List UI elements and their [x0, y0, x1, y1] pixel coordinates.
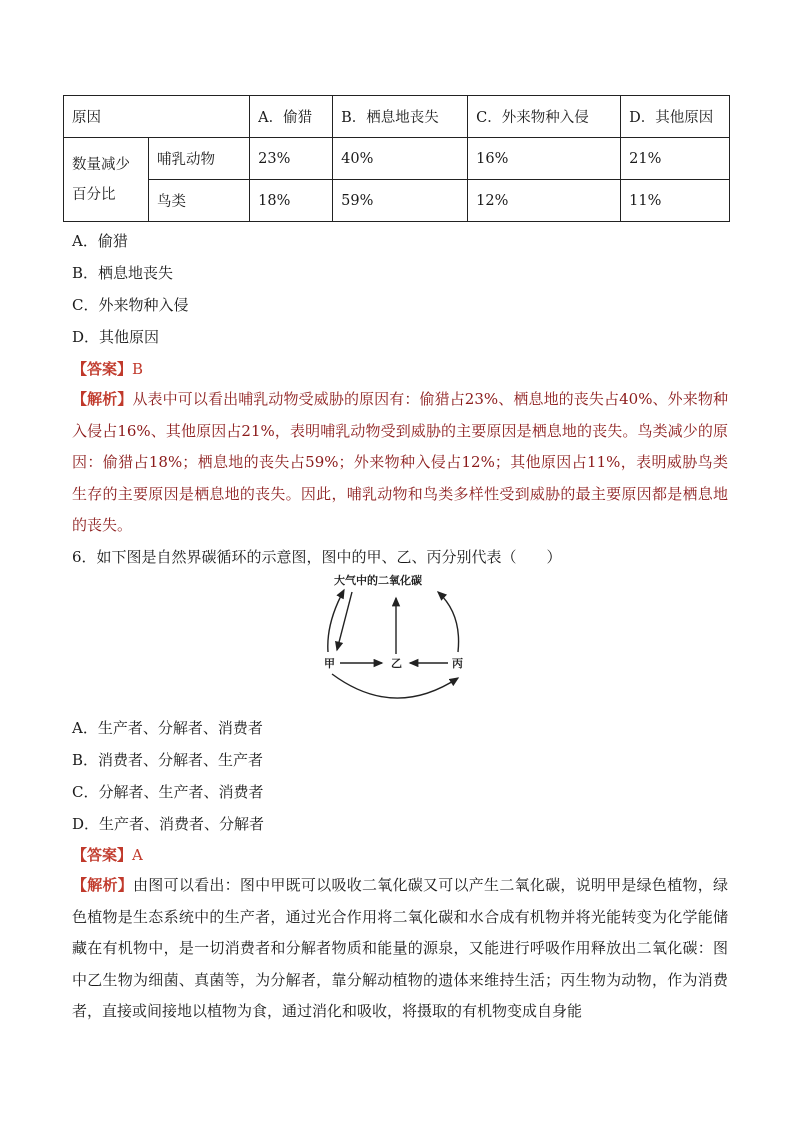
row-label: 哺乳动物 — [149, 138, 250, 180]
q6-explanation — [72, 870, 728, 1028]
table-cell: 59% — [333, 180, 468, 222]
q6-option-c: C．分解者、生产者、消费者 — [72, 783, 264, 801]
table-cell: 12% — [468, 180, 621, 222]
table-row — [64, 138, 730, 180]
table-row — [64, 180, 730, 222]
table-header-cell: D．其他原因 — [621, 96, 730, 138]
table-cell: 21% — [621, 138, 730, 180]
arrow-bing-to-atmosphere — [438, 592, 459, 652]
q6-answer — [72, 845, 143, 865]
q5-explanation — [72, 384, 728, 542]
q6-question: 6．如下图是自然界碳循环的示意图，图中的甲、乙、丙分别代表（ ） — [72, 548, 562, 566]
answer-value: A — [132, 846, 143, 864]
answer-tag: 【答案】 — [72, 846, 133, 864]
explanation-tag: 【解析】 — [72, 876, 134, 894]
q6-option-b: B．消费者、分解者、生产者 — [72, 751, 264, 769]
diagram-label-jia: 甲 — [324, 657, 335, 670]
q5-option-c: C．外来物种入侵 — [72, 296, 189, 314]
q5-answer — [72, 359, 143, 379]
row-group-label — [64, 138, 149, 222]
table-cell: 18% — [250, 180, 333, 222]
table-header-cell: C．外来物种入侵 — [468, 96, 621, 138]
table-header-cell: A．偷猎 — [250, 96, 333, 138]
explanation-text: 由图可以看出：图中甲既可以吸收二氧化碳又可以产生二氧化碳，说明甲是绿色植物，绿色植物是生态系统中的生产者，通过光合作用将二氧化碳和水合成有机物并将光能转变为化学能储藏在有机物中，是一切消费者和分解者物质和能量的源泉，又能进行呼吸作用释放出二氧化碳：图中乙生物为细菌、真菌等，为分解者，靠分解动植物的遗体来维持生活；丙生物为动物，作为消费者，直接或间接地以植物为食，通过消化和吸收，将摄取的有机物变成自身能 — [72, 876, 728, 1020]
arrow-jia-to-bing — [332, 674, 458, 698]
answer-tag: 【答案】 — [72, 360, 133, 378]
diagram-label-yi: 乙 — [391, 657, 402, 670]
explanation-text: 从表中可以看出哺乳动物受威胁的原因有：偷猎占23%、栖息地的丧失占40%、外来物种入侵占16%、其他原因占21%，表明哺乳动物受到威胁的主要原因是栖息地的丧失。鸟类减少的原因：偷猎占18%；栖息地的丧失占59%；外来物种入侵占12%；其他原因占11%，表明威胁鸟类生存的主要原因是栖息地的丧失。因此，哺乳动物和鸟类多样性受到威胁的最主要原因都是栖息地的丧失。 — [72, 390, 728, 534]
q5-option-d: D．其他原因 — [72, 328, 160, 346]
threat-table — [63, 95, 730, 222]
q6-option-a: A．生产者、分解者、消费者 — [72, 719, 263, 737]
row-group-line: 数量减少 — [72, 156, 130, 173]
row-label: 鸟类 — [149, 180, 250, 222]
q5-option-b: B．栖息地丧失 — [72, 264, 174, 282]
diagram-label-bing: 丙 — [452, 657, 463, 670]
table-header-row — [64, 96, 730, 138]
q5-option-a: A．偷猎 — [72, 232, 128, 250]
answer-value: B — [132, 360, 144, 378]
arrow-jia-to-atmosphere — [328, 590, 344, 652]
q6-option-d: D．生产者、消费者、分解者 — [72, 815, 265, 833]
diagram-label-atmosphere: 大气中的二氧化碳 — [334, 574, 422, 587]
table-cell: 16% — [468, 138, 621, 180]
table-cell: 11% — [621, 180, 730, 222]
row-group-line: 百分比 — [72, 186, 116, 203]
table-cell: 23% — [250, 138, 333, 180]
carbon-cycle-diagram — [318, 568, 478, 708]
table-cell: 40% — [333, 138, 468, 180]
table-header-reason: 原因 — [64, 96, 250, 138]
table-header-cell: B．栖息地丧失 — [333, 96, 468, 138]
explanation-tag: 【解析】 — [72, 390, 133, 408]
